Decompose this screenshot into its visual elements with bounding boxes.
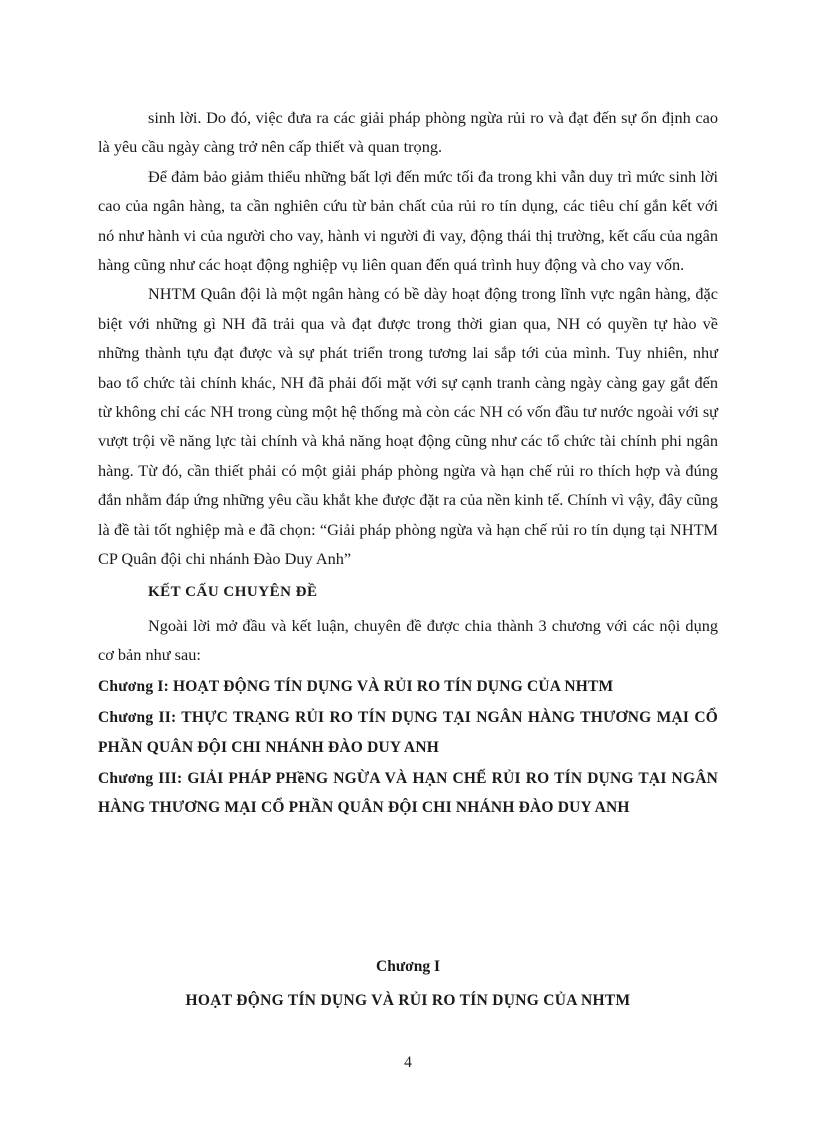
chapter-heading-block — [98, 955, 718, 1013]
chapter-list — [98, 672, 718, 823]
structure-intro: Ngoài lời mở đầu và kết luận, chuyên đề được chia thành 3 chương với các nội dụng cơ bản như sau: — [98, 615, 718, 665]
chapter-item-3: Chương III: GIẢI PHÁP PHềNG NGỪA VÀ HẠN CHẾ RỦI RO TÍN DỤNG TẠI NGÂN HÀNG THƯƠNG MẠI CỔ PHẦN QUÂN ĐỘI CHI NHÁNH ĐÀO DUY ANH — [98, 769, 718, 817]
body-text — [98, 103, 718, 825]
paragraph-3: NHTM Quân đội là một ngân hàng có bề dày hoạt động trong lĩnh vực ngân hàng, đặc biệt với những gì NH đã trải qua và đạt được trong thời gian qua, NH có quyền tự hào về những thành tựu đạt được và sự phát triển trong tương lai sắp tới của mình. Tuy nhiên, như bao tổ chức tài chính khác, NH đã phải đối mặt với sự cạnh tranh càng ngày càng gay gắt đến từ không chỉ các NH trong cùng một hệ thống mà còn các NH có vốn đầu tư nước ngoài với sự vượt trội về năng lực tài chính và khả năng hoạt động cũng như các tổ chức tài chính phi ngân hàng. Từ đó, cần thiết phải có một giải pháp phòng ngừa và hạn chế rủi ro thích hợp và đúng đắn nhằm đáp ứng những yêu cầu khắt khe được đặt ra của nền kinh tế. Chính vì vậy, đây cũng là đề tài tốt nghiệp mà e đã chọn: “Giải pháp phòng ngừa và hạn chế rủi ro tín dụng tại NHTM CP Quân đội chi nhánh Đào Duy Anh” — [98, 284, 718, 569]
chapter-item-2: Chương II: THỰC TRẠNG RỦI RO TÍN DỤNG TẠI NGÂN HÀNG THƯƠNG MẠI CỔ PHẦN QUÂN ĐỘI CHI NHÁNH ĐÀO DUY ANH — [98, 709, 718, 756]
chapter-item-1: Chương I: HOẠT ĐỘNG TÍN DỤNG VÀ RỦI RO TÍN DỤNG CỦA NHTM — [98, 677, 614, 695]
paragraph-2: Để đảm bảo giảm thiểu những bất lợi đến mức tối đa trong khi vẫn duy trì mức sinh lời cao của ngân hàng, ta cần nghiên cứu từ bản chất của rủi ro tín dụng, các tiêu chí gắn kết với nó như hành vi của người cho vay, hành vi người đi vay, động thái thị trường, kết cấu của ngân hàng cũng như các hoạt động nghiệp vụ liên quan đến quá trình huy động và cho vay vốn. — [98, 166, 718, 275]
chapter-number: Chương I — [376, 958, 440, 975]
page-number: 4 — [404, 1054, 412, 1071]
structure-heading: KẾT CẤU CHUYÊN ĐỀ — [148, 583, 318, 600]
paragraph-1: sinh lời. Do đó, việc đưa ra các giải pháp phòng ngừa rủi ro và đạt đến sự ổn định cao là yêu cầu ngày càng trở nên cấp thiết và quan trọng. — [98, 108, 718, 157]
chapter-title: HOẠT ĐỘNG TÍN DỤNG VÀ RỦI RO TÍN DỤNG CỦA NHTM — [185, 992, 631, 1009]
